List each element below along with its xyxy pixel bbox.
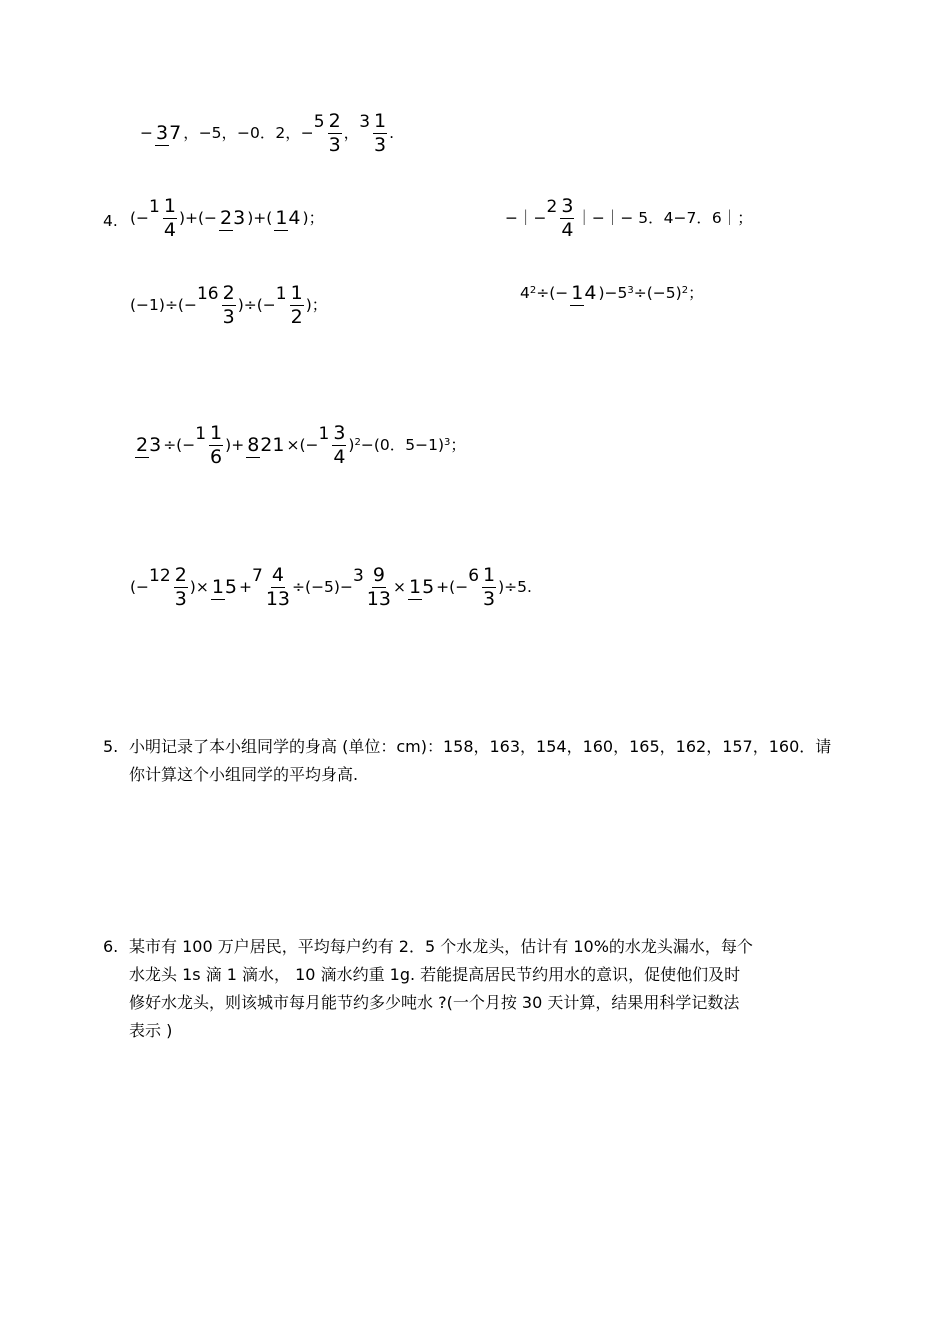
expression-4c <box>130 284 327 328</box>
text-segment: )+ <box>225 436 245 455</box>
mixed-number: 1 $\frac{1}{4}$ <box>149 195 176 241</box>
text-segment: ； <box>688 284 704 303</box>
question-5 <box>103 733 831 789</box>
question-6-line-3: 修好水龙头，则该城市每月能节约多少吨水 ?(一个月按 30 天计算，结果用科学记数法 <box>129 993 740 1012</box>
question-5-line-2: 你计算这个小组同学的平均身高. <box>129 765 359 784</box>
text-segment: )−5 <box>598 284 628 303</box>
text-segment: + <box>239 578 253 597</box>
text-segment: (−1)÷(− <box>130 296 197 315</box>
question-number-6: 6. <box>103 937 119 956</box>
text-segment: ÷(−5) <box>633 284 682 303</box>
mixed-number: 16 $\frac{2}{3}$ <box>196 282 235 328</box>
text-segment: ； <box>450 436 466 455</box>
mixed-number: 3 $\frac{1}{3}$ <box>359 110 387 156</box>
text-segment: ｜−｜− 5．4−7．6｜； <box>576 209 753 228</box>
fraction: 23 <box>136 433 162 456</box>
fraction: 14 <box>571 282 597 304</box>
text-segment: )÷(− <box>237 296 276 315</box>
mixed-number: 1 $\frac{3}{4}$ <box>318 422 346 468</box>
question-5-line-1: 5. 小明记录了本小组同学的身高 (单位：cm)：158，163，154，160，165，162，157，160．请 <box>103 733 831 761</box>
question-6 <box>103 933 753 1045</box>
text-segment: −(0．5−1) <box>360 436 445 455</box>
text-segment: × <box>392 578 406 597</box>
exponent: 2 <box>354 436 361 448</box>
text-segment: ÷(−5)− <box>292 578 353 597</box>
exponent: 2 <box>529 284 537 296</box>
text-segment: ， <box>343 124 360 143</box>
exponent: 3 <box>627 284 634 296</box>
text-segment: ÷(− <box>163 436 196 455</box>
text-segment: . <box>389 124 395 143</box>
text-segment: )； <box>302 209 325 228</box>
question-number-5: 5. <box>103 737 119 756</box>
text-segment: ，−5，−0．2， <box>183 124 301 143</box>
mixed-number: 6 $\frac{1}{3}$ <box>468 564 496 610</box>
fraction: 37 <box>156 121 182 144</box>
text-segment: ×(− <box>286 436 319 455</box>
text-segment: (− <box>130 209 150 228</box>
mixed-number: 7 $\frac{4}{13}$ <box>252 564 291 610</box>
text-segment: +(− <box>436 578 469 597</box>
question-6-line-1: 6. 某市有 100 万户居民，平均每户约有 2．5 个水龙头，估计有 10%的水龙头漏水，每个 <box>103 933 753 961</box>
exponent: 3 <box>444 436 451 448</box>
question-number-4: 4. <box>103 212 118 230</box>
text-segment: )+(− <box>178 209 218 228</box>
mixed-number: 1 $\frac{1}{2}$ <box>275 282 303 328</box>
text-segment: ) <box>348 436 355 455</box>
minus-sign: − <box>300 124 314 143</box>
text-segment: )× <box>189 578 209 597</box>
fraction: 14 <box>275 206 301 229</box>
text-segment: ÷(− <box>536 284 569 303</box>
mixed-number: 5 $\frac{2}{3}$ <box>313 110 341 156</box>
question-6-line-4: 表示 ) <box>129 1021 173 1040</box>
text-segment: )+( <box>247 209 273 228</box>
expression-4a <box>130 197 324 241</box>
expression-4f <box>130 566 532 610</box>
text-segment: )； <box>305 296 328 315</box>
text-segment: 4 <box>520 284 530 303</box>
mixed-number: 2 $\frac{3}{4}$ <box>546 195 574 241</box>
text-segment: )÷5. <box>498 578 532 597</box>
mixed-number: 1 $\frac{1}{6}$ <box>195 422 223 468</box>
fraction: 15 <box>211 575 238 598</box>
mixed-number: 3 $\frac{9}{13}$ <box>352 564 391 610</box>
expression-4e <box>133 424 466 468</box>
question-6-line-2: 水龙头 1s 滴 1 滴水， 10 滴水约重 1g. 若能提高居民节约用水的意识，促使他们及时 <box>129 965 741 984</box>
expression-4b <box>505 197 753 241</box>
number-list <box>140 112 394 156</box>
exponent: 2 <box>681 284 689 296</box>
fraction: 821 <box>247 433 285 456</box>
expression-4d <box>520 284 704 304</box>
text-segment: (− <box>130 578 150 597</box>
text-segment: −｜− <box>505 209 547 228</box>
mixed-number: 12 $\frac{2}{3}$ <box>149 564 187 610</box>
minus-sign: − <box>140 124 153 143</box>
fraction: 15 <box>408 575 435 598</box>
fraction: 23 <box>220 206 246 229</box>
